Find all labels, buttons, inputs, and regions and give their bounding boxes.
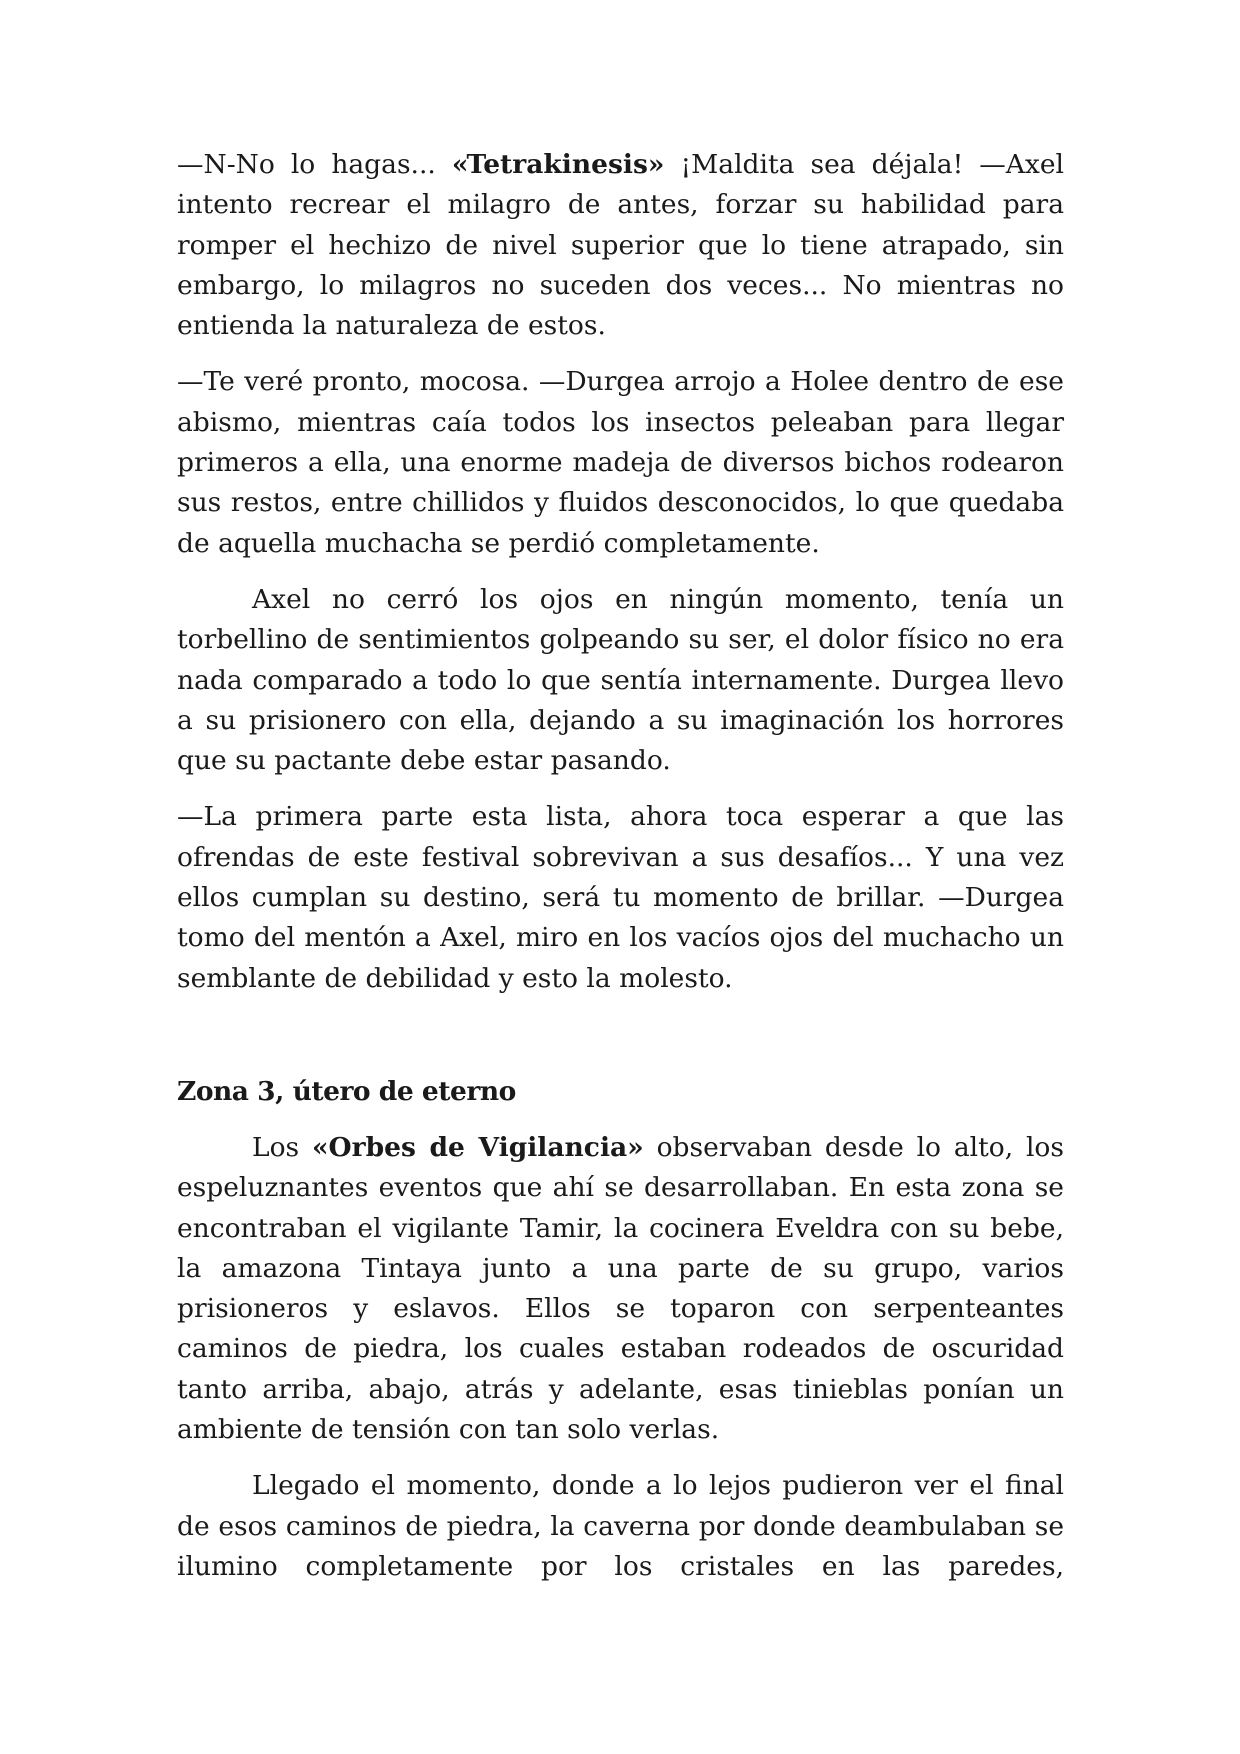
document-page bbox=[177, 145, 1064, 1603]
paragraph-tetrakinesis bbox=[177, 145, 1064, 346]
paragraph-durgea: —La primera parte esta lista, ahora toca esperar a que las ofrendas de este festival sobrevivan a sus desafíos... Y una vez ellos cumplan su destino, será tu momento de brillar. —Durgea tomo del mentón a Axel, miro en los vacíos ojos del muchacho un semblante de debilidad y esto la molesto. bbox=[177, 801, 1064, 994]
orb-name: «Orbes de Vigilancia» bbox=[311, 1131, 644, 1163]
spell-name: «Tetrakinesis» bbox=[451, 149, 665, 180]
paragraph-text: —N-No lo hagas... bbox=[177, 149, 452, 180]
paragraph-axel: Axel no cerró los ojos en ningún momento, tenía un torbellino de sentimientos golpeando su ser, el dolor físico no era nada comparado a todo lo que sentía internamente. Durgea llevo a su prisionero con ella, dejando a su imaginación los horrores que su pactante debe estar pasando. bbox=[177, 583, 1064, 777]
paragraph-holee: —Te veré pronto, mocosa. —Durgea arrojo a Holee dentro de ese abismo, mientras caía todos los insectos peleaban para llegar primeros a ella, una enorme madeja de diversos bichos rodearon sus restos, entre chillidos y fluidos desconocidos, lo que quedaba de aquella muchacha se perdió completamente. bbox=[177, 366, 1064, 559]
paragraph-text: observaban desde lo alto, los espeluznantes eventos que ahí se desarrollaban. En esta zona se encontraban el vigilante Tamir, la cocinera Eveldra con su bebe, la amazona Tintaya junto a una parte de su grupo, varios prisioneros y eslavos. Ellos se toparon con serpenteantes caminos de piedra, los cuales estaban rodeados de oscuridad tanto arriba, abajo, atrás y adelante, esas tinieblas ponían un ambiente de tensión con tan solo verlas. bbox=[177, 1131, 1064, 1446]
section-heading: Zona 3, útero de eterno bbox=[177, 1075, 516, 1107]
paragraph-orbes bbox=[177, 1128, 1064, 1450]
paragraph-llegado: Llegado el momento, donde a lo lejos pudieron ver el final de esos caminos de piedra, la caverna por donde deambulaban se ilumino completamente por los cristales en las paredes, bbox=[177, 1470, 1064, 1582]
paragraph-text: ¡Maldita sea déjala! —Axel intento recrear el milagro de antes, forzar su habilidad para romper el hechizo de nivel superior que lo tiene atrapado, sin embargo, lo milagros no suceden dos veces... No mientras no entienda la naturaleza de estos. bbox=[177, 149, 1065, 342]
paragraph-text: Los bbox=[252, 1131, 312, 1163]
